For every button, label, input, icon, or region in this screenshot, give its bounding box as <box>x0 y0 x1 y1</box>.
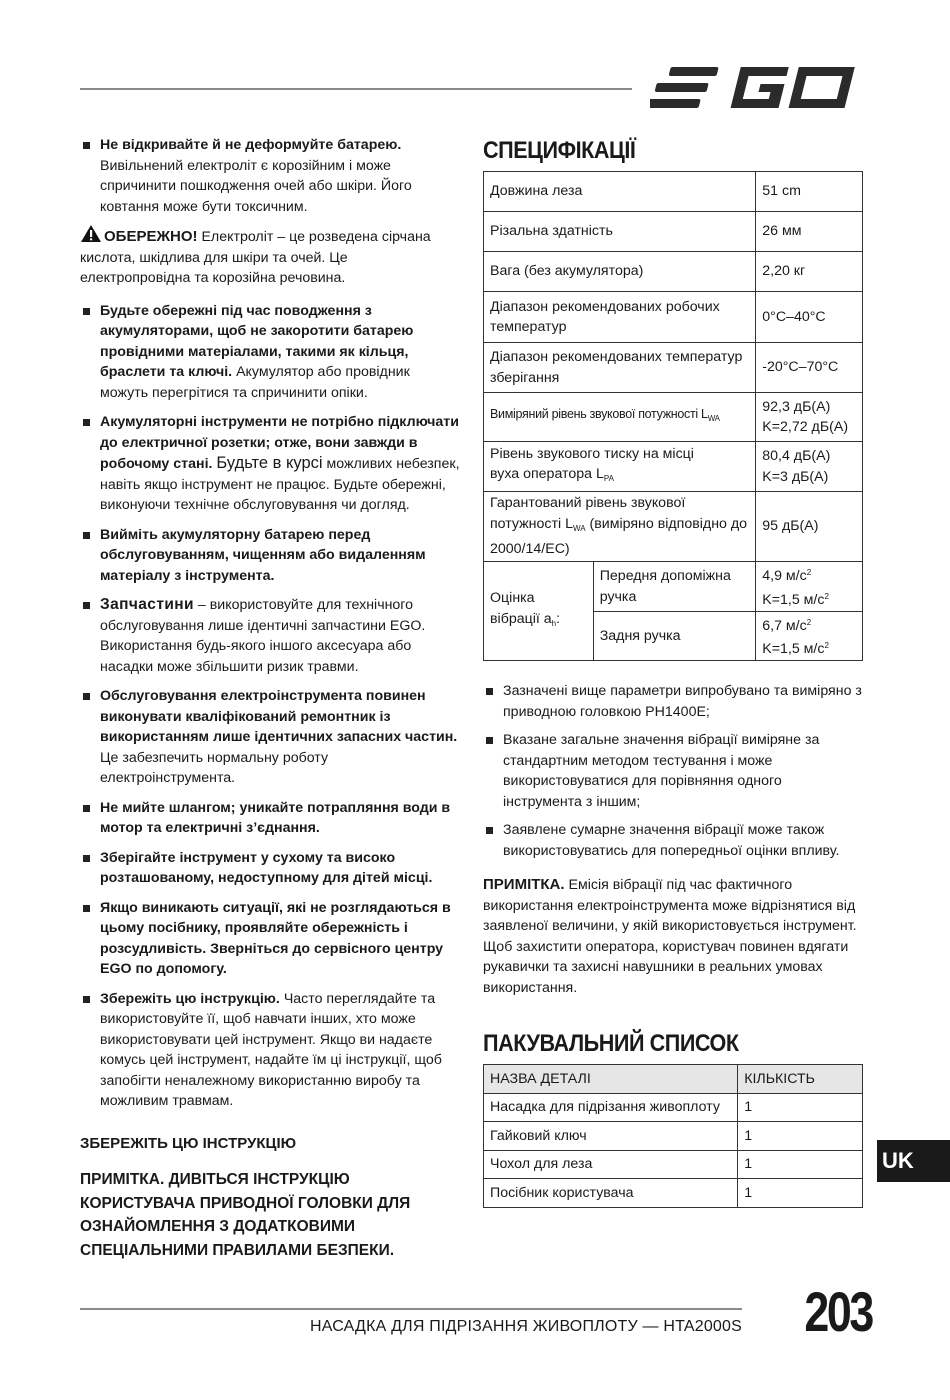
value-text: 4,9 м/с <box>762 568 807 584</box>
list-item <box>80 595 460 677</box>
language-tab: UK <box>877 1140 950 1182</box>
warning-triangle-icon <box>80 224 102 243</box>
part-name: Гайковий ключ <box>484 1122 738 1151</box>
safety-column <box>80 135 460 1262</box>
caution-note <box>80 224 460 289</box>
page-number: 203 <box>804 1280 872 1343</box>
table-row <box>484 343 863 393</box>
spec-label: Задня ручка <box>593 612 756 661</box>
header-rule <box>80 88 632 90</box>
bullet-bold: Будьте обережні під час поводження з акумуляторами, щоб не закоротити батарею провідними матеріалами, такими як кільця, браслети та ключі. <box>100 302 414 380</box>
spec-label: Діапазон рекомендованих робочих температур <box>484 292 756 343</box>
list-item <box>80 898 460 980</box>
superscript: 2 <box>806 568 812 577</box>
bullet-bold: Обслуговування електроінструмента повинен виконувати кваліфікований ремонтник із використанням лише ідентичних запасних частин. <box>100 688 458 745</box>
ego-logo <box>650 62 862 114</box>
spec-label: Довжина леза <box>484 172 756 212</box>
bullet-bold: Вийміть акумуляторну батарею перед обслуговуванням, чищенням або видаленням матеріалу з інструмента. <box>100 526 426 584</box>
part-qty: 1 <box>738 1150 863 1179</box>
subscript: PA <box>603 474 614 483</box>
spec-label: Різальна здатність <box>484 212 756 252</box>
vibration-label <box>484 562 594 661</box>
list-item <box>80 412 460 516</box>
bullet-text: Акумулятор або провідник можуть перегрітися та спричинити опіки. <box>100 364 410 401</box>
list-item <box>80 301 460 404</box>
table-row <box>484 393 863 442</box>
vibration-note <box>483 875 863 998</box>
specs-column <box>483 135 863 1208</box>
value-text: K=1,5 м/с <box>762 591 825 608</box>
list-item <box>80 135 460 217</box>
part-name: Посібник користувача <box>484 1179 738 1208</box>
spec-value: 51 cm <box>756 172 863 212</box>
subscript: WA <box>572 523 586 533</box>
table-row <box>484 442 863 492</box>
table-row <box>484 1179 863 1208</box>
list-item: Вказане загальне значення вібрації виміряне за стандартним методом тестування і може використовуватися для порівняння одного інструмента з іншим; <box>483 730 863 812</box>
list-item <box>80 798 460 839</box>
part-qty: 1 <box>738 1122 863 1151</box>
bullet-text: Часто переглядайте та використовуйте її, щоб навчати інших, хто може використовувати цей інструмент. Якщо ви надаєте комусь цей інструмент, надайте їм ці інструкції, щоб запобігти неналежному використанню виробу та можливим травмам. <box>100 990 442 1109</box>
bullet-bold: Якщо виникають ситуації, які не розглядаються в цьому посібнику, проявляйте обережність і розсудливість. Зверніться до сервісного центру EGO по допомогу. <box>100 899 451 977</box>
value-line <box>762 563 856 587</box>
subscript: WA <box>707 414 720 424</box>
list-item <box>80 989 460 1112</box>
bullet-bold: Збережіть цю інструкцію. <box>100 990 280 1007</box>
packing-title: ПАКУВАЛЬНИЙ СПИСОК <box>483 1030 739 1057</box>
label-suffix: : <box>556 610 561 627</box>
table-row <box>484 562 863 612</box>
superscript: 2 <box>824 641 829 650</box>
spec-value: 2,20 кг <box>756 252 863 292</box>
table-row <box>484 252 863 292</box>
spec-label <box>484 393 756 442</box>
value-line <box>762 613 856 637</box>
value-line <box>762 587 856 611</box>
bullet-bold: Зберігайте інструмент у сухому та високо розташованому, недоступному для дітей місці. <box>100 849 433 886</box>
part-qty: 1 <box>738 1179 863 1208</box>
list-item: Зазначені вище параметри випробувано та виміряно з приводною головкою PH1400E; <box>483 681 863 722</box>
value-line: K=2,72 дБ(A) <box>762 419 849 435</box>
table-row <box>484 1093 863 1122</box>
save-instructions-title: ЗБЕРЕЖІТЬ ЦЮ ІНСТРУКЦІЮ <box>80 1134 297 1152</box>
table-row <box>484 1122 863 1151</box>
note-label: ПРИМІТКА. <box>483 876 565 893</box>
bullet-lead: Запчастини <box>100 596 194 613</box>
value-text: K=1,5 м/с <box>762 641 825 657</box>
spec-value: 95 дБ(A) <box>756 492 863 562</box>
part-name: Чохол для леза <box>484 1150 738 1179</box>
spec-value <box>756 612 863 661</box>
column-header: КІЛЬКІСТЬ <box>738 1065 863 1094</box>
value-line: 92,3 дБ(A) <box>762 398 831 415</box>
spec-value <box>756 393 863 442</box>
table-row <box>484 212 863 252</box>
bullet-text: Вивільнений електроліт є корозійним і може спричинити пошкодження очей або шкіри. Його ковтання може бути токсичним. <box>100 157 412 215</box>
bullet-bold: Не мийте шлангом; уникайте потрапляння води в мотор та електричні з’єднання. <box>100 799 451 836</box>
value-text: 6,7 м/с <box>762 617 807 634</box>
column-header: НАЗВА ДЕТАЛІ <box>484 1065 738 1094</box>
specs-title: СПЕЦИФІКАЦІЇ <box>483 137 636 164</box>
spec-label <box>484 492 756 562</box>
label-line <box>490 464 749 490</box>
list-item <box>80 686 460 789</box>
specs-table <box>483 171 863 661</box>
footer-rule <box>80 1308 742 1310</box>
spec-value: -20°C–70°C <box>756 343 863 393</box>
footer-title: НАСАДКА ДЛЯ ПІДРІЗАННЯ ЖИВОПЛОТУ — HTA2000S <box>309 1318 742 1335</box>
spec-value <box>756 442 863 492</box>
table-header-row <box>484 1065 863 1094</box>
note-text: Емісія вібрації під час фактичного використання електроінструмента може відрізнятися від заявленої величини, у якій використовується інструмент. Щоб захистити оператора, користувач повинен вдягати рукавички та захисні навушники в реальних умовах використання. <box>483 877 857 996</box>
list-item <box>80 525 460 587</box>
superscript: 2 <box>806 617 812 627</box>
bullet-text-large: Будьте в курсі <box>216 454 323 472</box>
part-qty: 1 <box>738 1093 863 1122</box>
subscript: h <box>551 618 557 628</box>
bullet-text: можливих небезпек, навіть якщо інструмент не працює. Будьте обережні, виконуючи технічне обслуговування чи догляд. <box>100 456 460 513</box>
caution-label: ОБЕРЕЖНО! <box>104 228 198 245</box>
table-row <box>484 172 863 212</box>
value-line <box>762 636 856 660</box>
value-line: K=3 дБ(A) <box>762 468 829 485</box>
spec-value: 26 мм <box>756 212 863 252</box>
bullet-text: – використовуйте для технічного обслуговування лише ідентичні запчастини EGO. Використання будь-якого іншого аксесуара або насадки може збільшити ризик травми. <box>100 597 426 675</box>
value-line: 80,4 дБ(A) <box>762 448 831 464</box>
spec-notes-list <box>483 681 863 861</box>
bullet-text: Це забезпечить нормальну роботу електроінструмента. <box>100 749 329 786</box>
list-item: Заявлене сумарне значення вібрації може також використовуватись для попередньої оцінки впливу. <box>483 820 863 861</box>
label-text: Оцінка вібрації a <box>490 590 552 627</box>
packing-table <box>483 1064 863 1208</box>
power-head-note: ПРИМІТКА. ДИВІТЬСЯ ІНСТРУКЦІЮ КОРИСТУВАЧА ПРИВОДНОЇ ГОЛОВКИ ДЛЯ ОЗНАЙОМЛЕННЯ З ДОДАТКОВИМИ СПЕЦІАЛЬНИМИ ПРАВИЛАМИ БЕЗПЕКИ. <box>80 1171 411 1259</box>
label-text: вуха оператора L <box>490 466 604 482</box>
part-name: Насадка для підрізання живоплоту <box>484 1093 738 1122</box>
caution-text: Електроліт – це розведена сірчана кислота, шкідлива для шкіри та очей. Це електропровідна та корозійна речовина. <box>80 229 431 286</box>
table-row <box>484 292 863 343</box>
sound-power-label: Виміряний рівень звукової потужності L <box>490 407 708 422</box>
spec-label: Вага (без акумулятора) <box>484 252 756 292</box>
spec-label: Діапазон рекомендованих температур зберігання <box>484 343 756 393</box>
label-line: Рівень звукового тиску на місці <box>490 445 694 462</box>
spec-value: 0°C–40°C <box>756 292 863 343</box>
label-text: (виміряно відповідно до 2000/14/EC) <box>490 515 748 558</box>
spec-label <box>484 442 756 492</box>
spec-label: Передня допоміжна ручка <box>593 562 756 612</box>
superscript: 2 <box>824 591 829 601</box>
table-row <box>484 492 863 562</box>
bullet-bold: Не відкривайте й не деформуйте батарею. <box>100 137 402 153</box>
list-item <box>80 848 460 889</box>
spec-value <box>756 562 863 612</box>
label-text: Гарантований рівень звукової потужності L <box>490 495 686 532</box>
table-row <box>484 1150 863 1179</box>
bullet-bold: Акумуляторні інструменти не потрібно підключати до електричної розетки; отже, вони завжди в робочому стані. <box>100 414 459 472</box>
